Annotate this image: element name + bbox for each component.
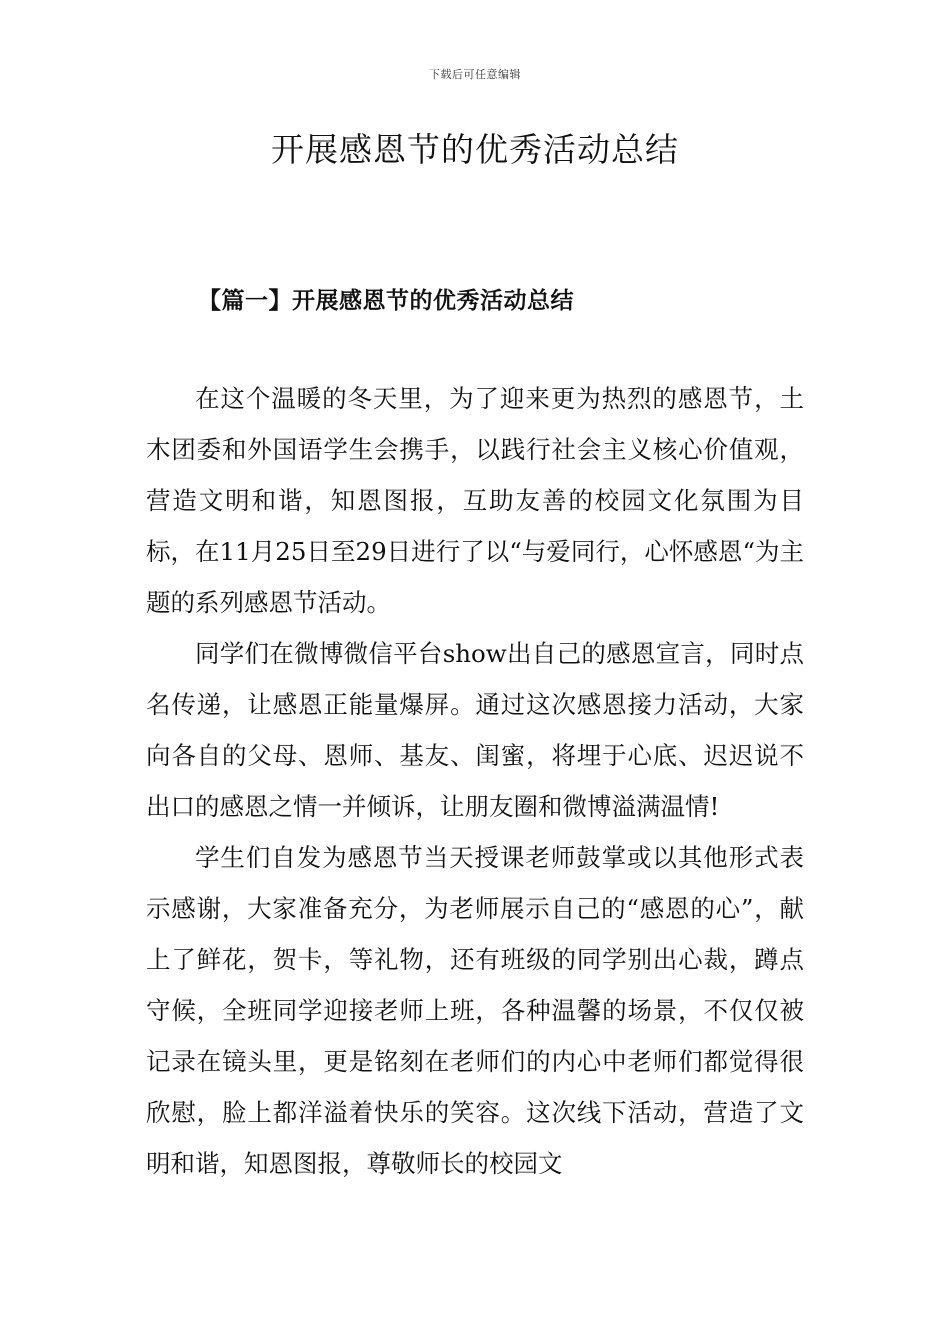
- paragraph-3: 学生们自发为感恩节当天授课老师鼓掌或以其他形式表示感谢，大家准备充分，为老师展示自己的“感恩的心”，献上了鲜花，贺卡，等礼物，还有班级的同学别出心裁，蹲点守候，全班同学迎接老师上班，各种温馨的场景，不仅仅被记录在镜头里，更是铭刻在老师们的内心中老师们都觉得很欣慰，脸上都洋溢着快乐的笑容。这次线下活动，营造了文明和谐，知恩图报，尊敬师长的校园文: [146, 843, 804, 1178]
- document-body: [146, 373, 804, 1189]
- header-note: 下载后可任意编辑: [429, 68, 521, 81]
- paragraph-1: 在这个温暖的冬天里，为了迎来更为热烈的感恩节，土木团委和外国语学生会携手，以践行社会主义核心价值观，营造文明和谐，知恩图报，互助友善的校园文化氛围为目标，在11月25日至29日进行了以“与爱同行，心怀感恩“为主题的系列感恩节活动。: [146, 384, 804, 617]
- paragraph-2: 同学们在微博微信平台show出自己的感恩宣言，同时点名传递，让感恩正能量爆屏。通过这次感恩接力活动，大家向各自的父母、恩师、基友、闺蜜，将埋于心底、迟迟说不出口的感恩之情一并倾诉，让朋友圈和微博溢满温情!: [146, 639, 804, 821]
- section-heading: 【篇一】开展感恩节的优秀活动总结: [198, 287, 574, 314]
- document-title: 开展感恩节的优秀活动总结: [271, 130, 679, 169]
